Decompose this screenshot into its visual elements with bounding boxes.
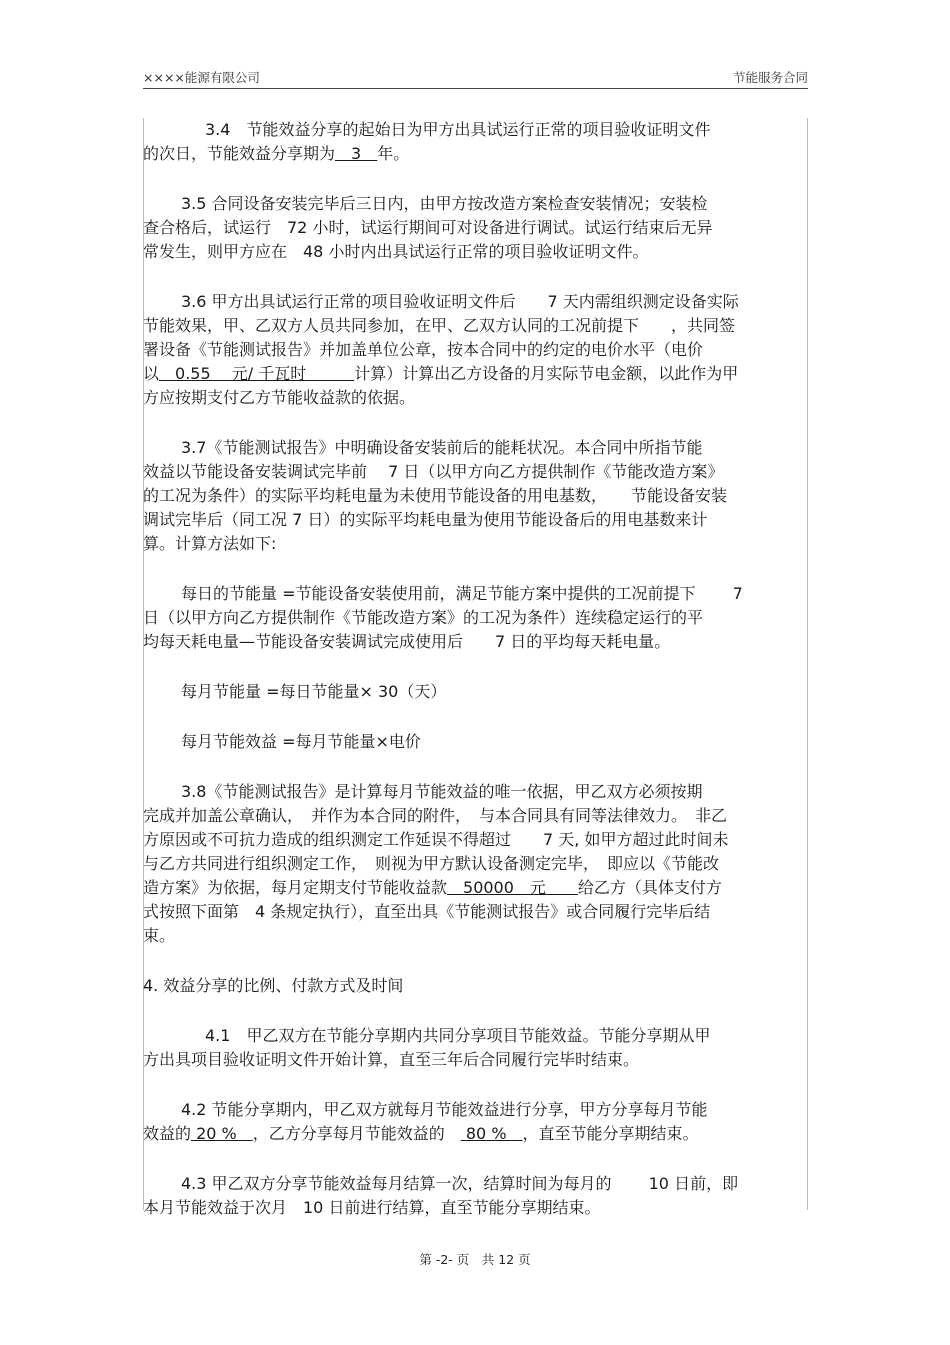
clause-3-7 <box>143 436 808 556</box>
formula-monthly-benefit: 每月节能效益 =每月节能量×电价 <box>181 732 421 751</box>
text-line: 4.3 甲乙双方分享节能效益每月结算一次，结算时间为每月的 10 日前，即 <box>181 1174 739 1193</box>
text-line <box>143 362 808 386</box>
text-line: 方出具项目验收证明文件开始计算，直至三年后合同履行完毕时结束。 <box>143 1050 640 1069</box>
text-span: 年。 <box>377 144 410 163</box>
text-span: 计算）计算出乙方设备的月实际节电金额，以此作为甲 <box>354 364 739 383</box>
text-line: 3.7《节能测试报告》中明确设备安装前后的能耗状况。本合同中所指节能 <box>181 438 703 457</box>
clause-3-4 <box>143 118 808 166</box>
text-line: 节能效果，甲、乙双方人员共同参加，在甲、乙双方认同的工况前提下 ，共同签 <box>143 316 736 335</box>
text-line: 3.4 节能效益分享的起始日为甲方出具试运行正常的项目验收证明文件 <box>205 120 711 139</box>
clause-4-3 <box>143 1172 808 1220</box>
text-line: 3.5 合同设备安装完毕后三日内，由甲方按改造方案检查安装情况；安装检 <box>181 194 708 213</box>
clause-4-2 <box>143 1098 808 1146</box>
text-line: 与乙方共同进行组织测定工作， 则视为甲方默认设备测定完毕， 即应以《节能改 <box>143 854 720 873</box>
text-line: 本月节能效益于次月 10 日前进行结算，直至节能分享期结束。 <box>143 1198 601 1217</box>
text-line: 调试完毕后（同工况 7 日）的实际平均耗电量为使用节能设备后的用电基数来计 <box>143 510 708 529</box>
text-line: 3.8《节能测试报告》是计算每月节能效益的唯一依据，甲乙双方必须按期 <box>181 782 703 801</box>
company-name: ××××能源有限公司 <box>143 70 260 85</box>
text-span: 以 <box>143 364 160 383</box>
text-span: ，直至节能分享期结束。 <box>522 1124 699 1143</box>
document-title: 节能服务合同 <box>732 70 808 85</box>
text-line <box>143 142 808 166</box>
text-line: 日（以甲方向乙方提供制作《节能改造方案》的工况为条件）连续稳定运行的平 <box>143 608 704 627</box>
text-span: 给乙方（具体支付方 <box>577 878 722 897</box>
text-span: 的次日，节能效益分享期为 <box>143 144 336 163</box>
party-a-share: 20 % <box>191 1124 253 1143</box>
text-span: ，乙方分享每月节能效益的 <box>252 1124 461 1143</box>
clause-3-5 <box>143 192 808 264</box>
text-line: 查合格后，试运行 72 小时，试运行期间可对设备进行调试。试运行结束后无异 <box>143 218 713 237</box>
formula-daily-saving <box>143 582 808 654</box>
text-span: 造方案》为依据，每月定期支付节能收益款 <box>143 878 448 897</box>
text-line: 4.2 节能分享期内，甲乙双方就每月节能效益进行分享，甲方分享每月节能 <box>181 1100 708 1119</box>
text-line <box>143 1122 808 1146</box>
text-line: 方原因或不可抗力造成的组织测定工作延误不得超过 7 天, 如甲方超过此时间未 <box>143 830 729 849</box>
text-line: 方应按期支付乙方节能收益款的依据。 <box>143 388 416 407</box>
formula-monthly-saving: 每月节能量 =每日节能量× 30（天） <box>181 682 447 701</box>
text-line: 常发生，则甲方应在 48 小时内出具试运行正常的项目验收证明文件。 <box>143 242 649 261</box>
text-line <box>143 876 808 900</box>
party-b-share: 80 % <box>460 1124 523 1143</box>
text-line: 的工况为条件）的实际平均耗电量为未使用节能设备的用电基数， 节能设备安装 <box>143 486 728 505</box>
text-line: 束。 <box>143 926 176 945</box>
page-footer: 第 -2- 页 共 12 页 <box>419 1252 531 1267</box>
text-line: 均每天耗电量—节能设备安装调试完成使用后 7 日的平均每天耗电量。 <box>143 632 671 651</box>
text-line: 3.6 甲方出具试运行正常的项目验收证明文件后 7 天内需组织测定设备实际 <box>181 292 739 311</box>
text-line: 署设备《节能测试报告》并加盖单位公章，按本合同中的约定的电价水平（电价 <box>143 340 704 359</box>
text-line: 效益以节能设备安装调试完毕前 7 日（以甲方向乙方提供制作《节能改造方案》 <box>143 462 724 481</box>
page-body <box>143 118 808 1220</box>
clause-4-1 <box>143 1024 808 1072</box>
page-header <box>143 66 808 89</box>
section-4-heading: 4. 效益分享的比例、付款方式及时间 <box>143 976 404 995</box>
share-period-years: 3 <box>335 144 378 163</box>
clause-3-8 <box>143 780 808 948</box>
text-line: 每日的节能量 =节能设备安装使用前，满足节能方案中提供的工况前提下 7 <box>181 584 743 603</box>
clause-3-6 <box>143 290 808 410</box>
text-span: 效益的 <box>143 1124 192 1143</box>
text-line: 式按照下面第 4 条规定执行），直至出具《节能测试报告》或合同履行完毕后结 <box>143 902 711 921</box>
monthly-payment-amount: 50000 元 <box>447 878 578 897</box>
text-line: 4.1 甲乙双方在节能分享期内共同分享项目节能效益。节能分享期从甲 <box>205 1026 711 1045</box>
text-line: 完成并加盖公章确认， 并作为本合同的附件， 与本合同具有同等法律效力。 非乙 <box>143 806 728 825</box>
text-line: 算。计算方法如下: <box>143 534 277 553</box>
electricity-price: 0.55 元/ 千瓦时 <box>159 364 355 383</box>
